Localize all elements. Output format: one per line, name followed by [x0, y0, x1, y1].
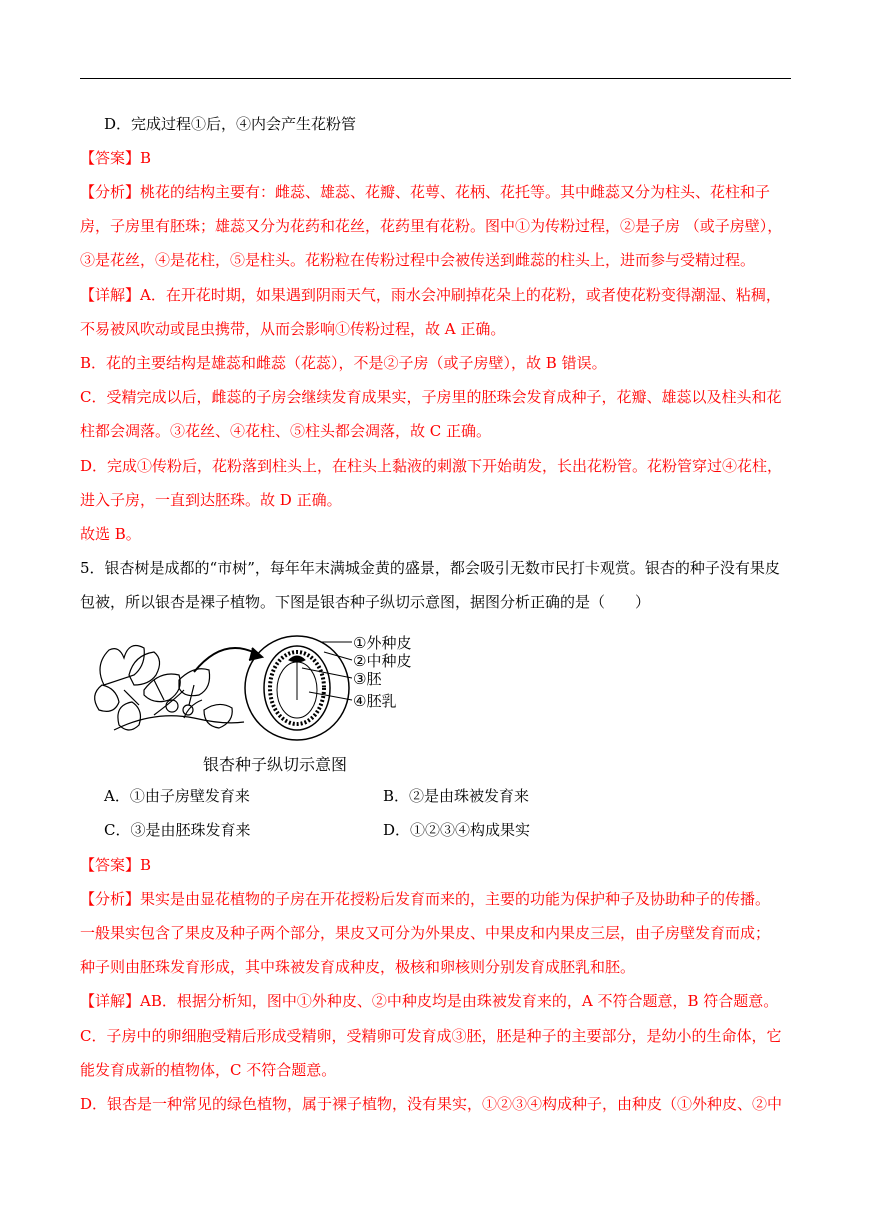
detail-line: C．受精完成以后，雌蕊的子房会继续发育成果实，子房里的胚珠会发育成种子，花瓣、雄蕊以及柱头和花	[80, 388, 782, 406]
answer-line: 【答案】B	[80, 149, 152, 167]
detail-line: D．银杏是一种常见的绿色植物，属于裸子植物，没有果实，①②③④构成种子，由种皮（①外种皮、②中	[80, 1095, 783, 1113]
detail-line: 【详解】AB．根据分析知，图中①外种皮、②中种皮均是由珠被发育来的，A 不符合题意，B 符合题意。	[80, 992, 779, 1010]
ginkgo-branch-drawing	[95, 646, 244, 730]
answer-line: 【答案】B	[80, 856, 152, 874]
analysis-line: 【分析】果实是由显花植物的子房在开花授粉后发育而来的，主要的功能为保护种子及协助种子的传播。	[80, 890, 771, 908]
detail-line: B．花的主要结构是雄蕊和雌蕊（花蕊），不是②子房（或子房壁），故 B 错误。	[80, 354, 607, 372]
option-d: D．①②③④构成果实	[383, 821, 531, 839]
seed-cross-section	[245, 636, 349, 740]
analysis-line: 房，子房里有胚珠；雄蕊又分为花药和花丝，花药里有花粉。图中①为传粉过程，②是子房 （或子房壁），	[80, 217, 783, 235]
detail-line: 【详解】A．在开花时期，如果遇到阴雨天气，雨水会冲刷掉花朵上的花粉，或者使花粉变得潮湿、粘稠，	[80, 286, 781, 304]
analysis-line: 【分析】桃花的结构主要有：雌蕊、雄蕊、花瓣、花萼、花柄、花托等。其中雌蕊又分为柱头、花柱和子	[80, 183, 771, 201]
question-line: 包被，所以银杏是裸子植物。下图是银杏种子纵切示意图，据图分析正确的是（ ）	[80, 593, 651, 611]
label-middle-testa: ②中种皮	[353, 652, 412, 670]
detail-line: 能发育成新的植物体，C 不符合题意。	[80, 1061, 337, 1079]
option-d-line: D．完成过程①后，④内会产生花粉管	[104, 115, 357, 133]
detail-line: 不易被风吹动或昆虫携带，从而会影响①传粉过程，故 A 正确。	[80, 320, 506, 338]
option-b: B．②是由珠被发育来	[383, 787, 530, 805]
question-line: 5．银杏树是成都的“市树”，每年年末满城金黄的盛景，都会吸引无数市民打卡观赏。银杏的种子没有果皮	[80, 559, 780, 577]
label-outer-testa: ①外种皮	[353, 634, 412, 652]
option-a: A．①由子房壁发育来	[104, 787, 250, 805]
detail-line: 进入子房，一直到达胚珠。故 D 正确。	[80, 491, 342, 509]
detail-line: 柱都会凋落。③花丝、④花柱、⑤柱头都会凋落，故 C 正确。	[80, 422, 492, 440]
analysis-line: 种子则由胚珠发育形成，其中珠被发育成种皮，极核和卵核则分别发育成胚乳和胚。	[80, 958, 636, 976]
analysis-line: ③是花丝，④是花柱，⑤是柱头。花粉粒在传粉过程中会被传送到雌蕊的柱头上，进而参与受精过程。	[80, 251, 756, 269]
figure-caption: 银杏种子纵切示意图	[203, 755, 348, 774]
detail-line: D．完成①传粉后，花粉落到柱头上，在柱头上黏液的刺激下开始萌发，长出花粉管。花粉管穿过④花柱，	[80, 457, 783, 475]
detail-line: C．子房中的卵细胞受精后形成受精卵，受精卵可发育成③胚，胚是种子的主要部分，是幼小的生命体，它	[80, 1027, 782, 1045]
option-c: C．③是由胚珠发育来	[104, 821, 251, 839]
header-rule	[80, 78, 791, 79]
analysis-line: 一般果实包含了果皮及种子两个部分，果皮又可分为外果皮、中果皮和内果皮三层，由子房壁发育而成；	[80, 924, 771, 942]
label-endosperm: ④胚乳	[353, 692, 397, 710]
conclusion-line: 故选 B。	[80, 525, 141, 543]
label-embryo: ③胚	[353, 670, 382, 688]
